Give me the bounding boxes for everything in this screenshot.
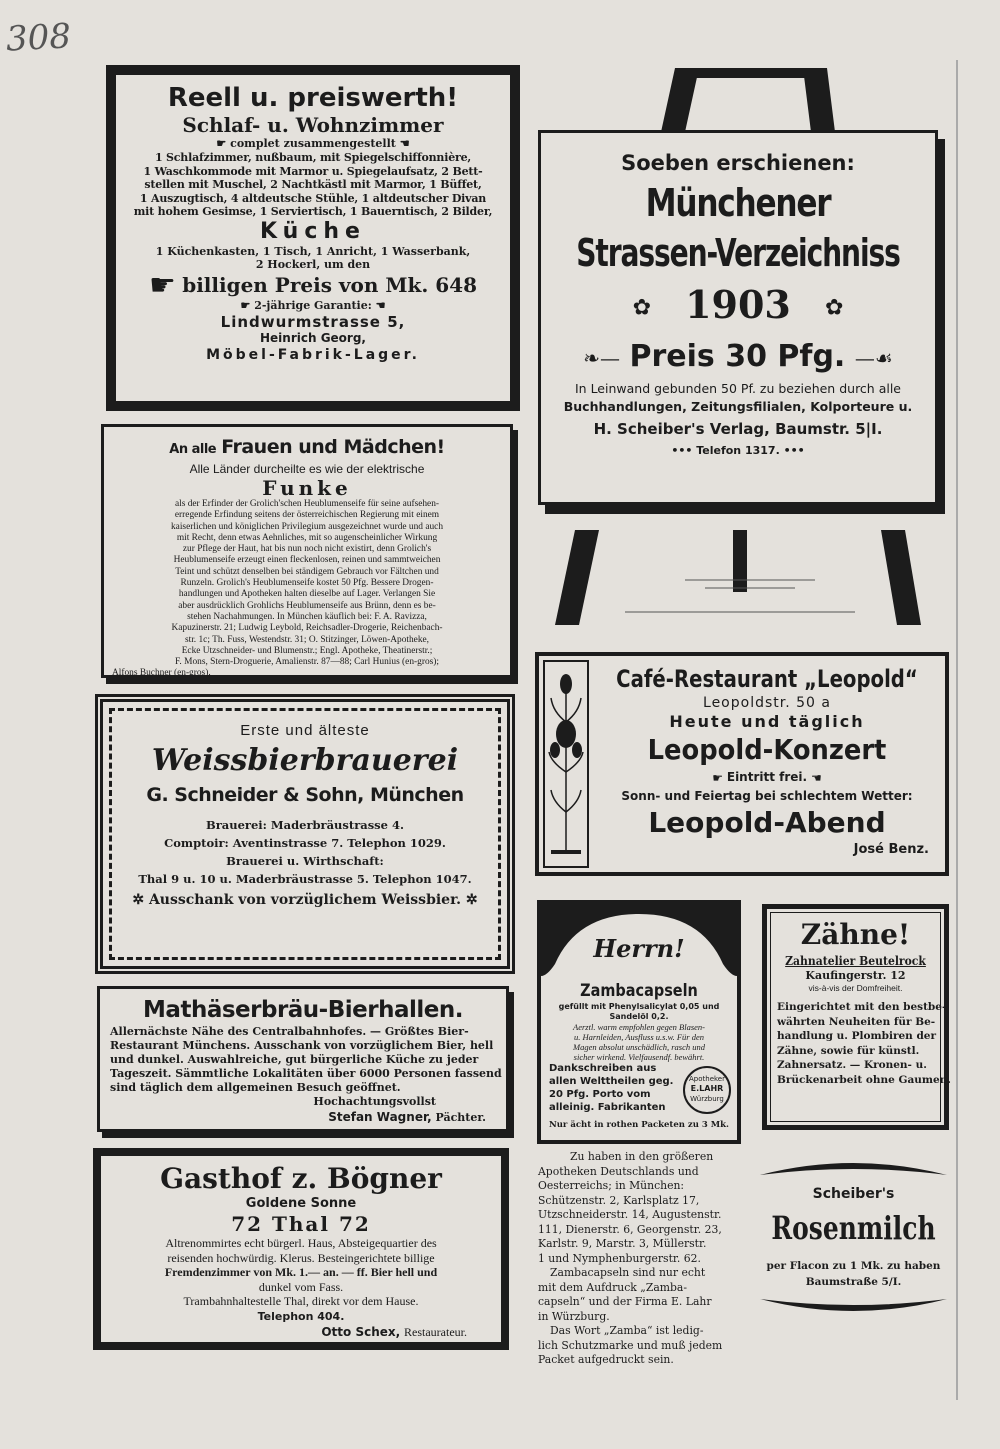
abend-title: Leopold-Abend [648, 805, 886, 839]
subline: Alle Länder durcheilte es wie der elektrische [189, 462, 425, 476]
page-number: 308 [4, 16, 72, 60]
headline: Reell u. preiswerth! [167, 83, 459, 113]
bold-line: allen Welttheilen geg. [549, 1076, 674, 1087]
footer-text: Ausschank von vorzüglichem Weissbier. [148, 892, 462, 908]
pointing-hand-left-icon: ☚ [810, 770, 822, 785]
info-2: Buchhandlungen, Zeitungsfilialen, Kolporteure u. [563, 398, 913, 414]
ad-leopold [535, 652, 949, 876]
body-line: Teint und schützt denselben bei ständigem Gebrauch vor Fältchen und [175, 566, 439, 577]
herrn-text: Herrn! [593, 934, 685, 963]
body-line: Zahnersatz. — Kronen- u. [777, 1059, 927, 1071]
ad-mathaeser [97, 986, 509, 1132]
body-line: handlungen und Apotheken halten dieselbe auf Lager. Verlangen Sie [178, 589, 436, 600]
info-line: Brauerei u. Wirthschaft: [226, 854, 384, 868]
body-line: währten Neuheiten für Be- [777, 1015, 936, 1028]
text-line: 1 und Nymphenburgerstr. 62. [538, 1251, 701, 1265]
phone: Telephon 404. [257, 1309, 345, 1323]
text-line: Zu haben in den größeren [570, 1150, 714, 1163]
ad-zambacapseln [537, 900, 741, 1144]
big-pointing-hand-icon: ☛ [148, 268, 176, 303]
easel-leg-left-bottom [555, 530, 599, 625]
text-line: Oesterreichs; in München: [538, 1179, 685, 1192]
greeting: Hochachtungsvollst [313, 1095, 436, 1108]
bottom-swash-ornament [756, 1295, 951, 1319]
signature: Stefan Wagner, [328, 1110, 432, 1124]
ad-frauen-maedchen [101, 424, 513, 678]
text-line: Zambacapseln sind nur echt [550, 1266, 706, 1279]
kueche-title: Küche [260, 218, 366, 244]
easel-center-leg [733, 530, 747, 592]
ad-rosenmilch [756, 1155, 951, 1355]
body-line: 1 Auszugtisch, 4 altdeutsche Stühle, 1 altdeutscher Divan [139, 191, 487, 205]
bold-line: 20 Pfg. Porto vom [549, 1089, 651, 1100]
body-line: str. 1c; Th. Fuss, Westendstr. 31; O. Stitzinger, Löwen-Apotheke, [184, 634, 430, 645]
body-line: dunkel vom Fass. [258, 1279, 344, 1294]
italic-line: Magen absolut unschädlich, rasch und [573, 1042, 705, 1052]
stamp-top: Apotheker [689, 1075, 725, 1083]
bold-line: Dankschreiben aus [549, 1063, 657, 1074]
filled-line: gefüllt mit Phenylsalicylat 0,05 und [558, 1002, 720, 1011]
pointing-hand-right-icon: ☛ [216, 137, 227, 150]
text-line: lich Schutzmarke und muß jedem [538, 1338, 723, 1352]
atelier: Zahnatelier Beutelrock [785, 954, 926, 968]
headline: Gasthof z. Bögner [160, 1162, 442, 1195]
brand: Scheiber's [812, 1186, 895, 1202]
apotheker-stamp [683, 1066, 731, 1114]
text-line: Schützenstr. 2, Karlsplatz 17, [538, 1193, 700, 1207]
text-line: Packet aufgedruckt sein. [538, 1353, 674, 1366]
body-line: als der Erfinder der Grolich'schen Heublumenseife für seine aufsehen- [174, 499, 440, 509]
body-line: Restaurant Münchens. Ausschank von vorzüglichem Bier, hell [110, 1039, 494, 1052]
complet-text: complet zusammengestellt [230, 137, 396, 150]
owner: José Benz. [853, 841, 929, 857]
stamp-bottom: Würzburg [690, 1095, 724, 1103]
role: Restaurateur. [404, 1324, 467, 1339]
info-line: Thal 9 u. 10 u. Maderbräustrasse 5. Telephon 1047. [138, 872, 472, 886]
garantie-text: 2-jährige Garantie: [254, 299, 372, 312]
body-line: mit Recht, denn etwas Aehnliches, mit so augenscheinlicher Wirkung [176, 532, 438, 543]
text-line: capseln“ und der Firma E. Lahr [538, 1295, 712, 1308]
sonn-text: Sonn- und Feiertag bei schlechtem Wetter: [621, 788, 913, 803]
signature: Otto Schex, [321, 1324, 401, 1339]
text-line: Karlstr. 9, Marstr. 3, Müllerstr. [538, 1237, 707, 1250]
body-line: Heublumenseife erzeugt einen fleckenlosen, reinen und sammtweichen [173, 555, 441, 566]
zamba-info-text [538, 1150, 748, 1368]
body-line: und dunkel. Auswahlreiche, gut bürgerliche Küche zu jeder [110, 1053, 479, 1066]
body-line: sind täglich dem allgemeinen Besuch geöffnet. [110, 1081, 401, 1094]
address: Baumstraße 5/I. [805, 1276, 902, 1288]
margin-rule [956, 60, 958, 1400]
address: Leopoldstr. 50 a [703, 695, 831, 711]
body-line: Fremdenzimmer von Mk. 1.— an. — ff. Bier hell und [164, 1265, 438, 1279]
info-line: Brauerei: Maderbräustrasse 4. [206, 818, 404, 832]
easel-leg-right-bottom [881, 530, 921, 625]
heute-text: Heute und täglich [669, 712, 865, 731]
subtitle: Goldene Sonne [245, 1196, 357, 1211]
body-line: Eingerichtet mit den bestbe- [777, 1001, 947, 1013]
stamp-mid: E.LAHR [690, 1084, 724, 1093]
price-line [553, 335, 923, 380]
flower-icon: ✿ [632, 295, 652, 321]
price: Preis 30 Pfg. [629, 338, 846, 374]
body-line: Alfons Buchner (en-gros). [112, 668, 211, 679]
pointing-hand-right-icon: ☛ [712, 770, 724, 785]
address: 72 Thal 72 [231, 1212, 371, 1236]
body-line: stellen mit Muschel, 2 Nachtkästl mit Marmor, 1 Büffet, [144, 178, 482, 191]
product: Rosenmilch [771, 1209, 936, 1247]
footer: Nur ächt in rothen Packeten zu 3 Mk. [548, 1120, 730, 1130]
firm: G. Schneider & Sohn, München [146, 784, 464, 806]
ad-reell-preiswerth [106, 65, 520, 411]
top-swash-ornament [756, 1155, 951, 1179]
flower-icon: ✿ [824, 295, 844, 321]
footer-line [121, 888, 489, 912]
kueche-line: 2 Hockerl, um den [255, 258, 371, 271]
body-line: Kapuzinerstr. 21; Ludwig Leybold, Reichsadler-Drogerie, Reichenbach- [171, 623, 443, 634]
body-line: F. Mons, Stern-Droguerie, Amalienstr. 87—88; Carl Hunius (en-gros); [174, 657, 440, 668]
easel-crossbar [680, 68, 820, 78]
body-line: handlung u. Plombiren der [777, 1030, 936, 1042]
pointing-hand-right-icon: ☛ [240, 299, 251, 312]
ornament-icon: ✲ [465, 892, 478, 908]
price: per Flacon zu 1 Mk. zu haben [766, 1260, 941, 1272]
owner-name: Heinrich Georg, [259, 331, 366, 345]
info-line: Comptoir: Aventinstrasse 7. Telephon 1029. [164, 836, 446, 850]
body-line: Ecke Utzschneider- und Blumenstr.; Engl. Apotheke, Theatinerstr.; [181, 645, 433, 656]
year: 1903 [685, 282, 791, 327]
top-text: Erste und älteste [240, 722, 370, 739]
text-line: Das Wort „Zamba“ ist ledig- [550, 1324, 704, 1337]
text-line: 111, Dienerstr. 6, Georgenstr. 23, [538, 1222, 722, 1236]
complet-line [126, 137, 500, 151]
body-line: mit hohem Gesimse, 1 Serviertisch, 1 Bauerntisch, 2 Bilder, [133, 205, 493, 218]
body-line: Zähne, sowie für künstl. [777, 1044, 920, 1057]
body-line: Tageszeit. Sämmtliche Lokalitäten über 6000 Personen fassend [110, 1067, 502, 1080]
ad-zaehne [762, 904, 949, 1130]
headline: Frauen und Mädchen! [221, 436, 445, 458]
role: Pächter. [435, 1111, 486, 1124]
scroll-ornament-icon: —☙ [854, 345, 893, 370]
text-line: Utzschneiderstr. 14, Augustenstr. [538, 1208, 722, 1221]
headline: Weissbierbrauerei [151, 743, 459, 778]
address: Lindwurmstrasse 5, [220, 313, 406, 331]
text-line: mit dem Aufdruck „Zamba- [538, 1280, 687, 1294]
body-line: stehen Nachahmungen. In München käuflich bei: F. A. Ravizza, [187, 611, 427, 622]
garantie-line [126, 299, 500, 313]
body-line: Altrenommirtes echt bürgerl. Haus, Absteigequartier des [165, 1236, 437, 1250]
company: Möbel-Fabrik-Lager. [206, 347, 420, 363]
pointing-hand-left-icon: ☚ [399, 137, 410, 150]
italic-line: sicher wirkend. Vielfausendf. bewährt. [573, 1052, 705, 1062]
ornament-icon: ✲ [132, 892, 145, 908]
text-line: in Würzburg. [538, 1309, 610, 1323]
headline: Zähne! [800, 918, 911, 951]
body-line: zur Pflege der Haut, hat bis nun noch nicht existirt, denn Grolich's [182, 544, 432, 555]
body-line: reisenden hochwürdig. Klerus. Besteingerichtete billige [167, 1250, 435, 1265]
phone: ••• Telefon 1317. ••• [671, 443, 805, 457]
title: Zambacapseln [580, 981, 698, 1001]
filled-line: Sandelöl 0,2. [609, 1012, 669, 1021]
body-line: erregende Erfindung seitens der österreichischen Regierung mit einem [174, 510, 440, 521]
scroll-ornament-icon: ❧— [583, 345, 620, 370]
lead-text: An alle [169, 442, 217, 457]
subtitle: Schlaf- u. Wohnzimmer [182, 113, 444, 137]
body-line: 1 Waschkommode mit Marmor u. Spiegelaufsatz, 2 Bett- [143, 164, 483, 178]
body-line: kaiserlichen und königlichen Privilegium ausgezeichnet wurde und auch [170, 521, 444, 532]
vis-line: vis-à-vis der Domfreiheit. [808, 983, 903, 993]
body-line: 1 Schlafzimmer, nußbaum, mit Spiegelschiffonnière, [154, 151, 472, 164]
headline: Café-Restaurant „Leopold“ [616, 665, 918, 693]
eintritt-line [595, 768, 939, 787]
headline: Mathäserbräu-Bierhallen. [143, 997, 463, 1023]
body-line: Runzeln. Grolich's Heublumenseife kostet 50 Pfg. Bessere Drogen- [180, 578, 434, 589]
italic-line: u. Harnleiden, Ausfluss u.s.w. Für den [573, 1032, 705, 1042]
lily-illustration [545, 662, 587, 862]
title-2: Strassen-Verzeichniss [576, 231, 900, 275]
funke-title: Funke [262, 476, 352, 500]
body-line: aber ausdrücklich Grohlichs Heublumenseife aus Brünn, denn es be- [178, 600, 436, 611]
address: Kaufingerstr. 12 [805, 969, 906, 982]
publisher: H. Scheiber's Verlag, Baumstr. 5|I. [593, 419, 883, 438]
eintritt-text: Eintritt frei. [726, 770, 808, 784]
info-1: In Leinwand gebunden 50 Pf. zu beziehen durch alle [574, 380, 901, 396]
price-text: billigen Preis von Mk. 648 [182, 272, 478, 297]
price-line [126, 268, 500, 303]
year-line [553, 279, 923, 335]
pointing-hand-left-icon: ☚ [375, 299, 386, 312]
kueche-line: 1 Küchenkasten, 1 Tisch, 1 Anricht, 1 Wasserbank, [155, 244, 471, 258]
ad-boegner [93, 1148, 509, 1350]
floral-panel [543, 660, 589, 868]
ad-weissbier [95, 694, 515, 974]
konzert-title: Leopold-Konzert [647, 733, 887, 766]
bold-line: alleinig. Fabrikanten [549, 1102, 666, 1113]
ad-strassen-verzeichniss [538, 130, 938, 505]
italic-line: Aerztl. warm empfohlen gegen Blasen- [573, 1022, 705, 1032]
body-line: Trambahnhaltestelle Thal, direkt vor dem Hause. [183, 1294, 419, 1308]
title-1: Münchener [645, 181, 831, 225]
body-line: Allernächste Nähe des Centralbahnhofes. — Größtes Bier- [110, 1025, 469, 1038]
text-line: Apotheken Deutschlands und [538, 1164, 699, 1178]
lead-text: Soeben erschienen: [621, 151, 855, 175]
body-line: Brückenarbeit ohne Gaumen. [777, 1073, 951, 1086]
